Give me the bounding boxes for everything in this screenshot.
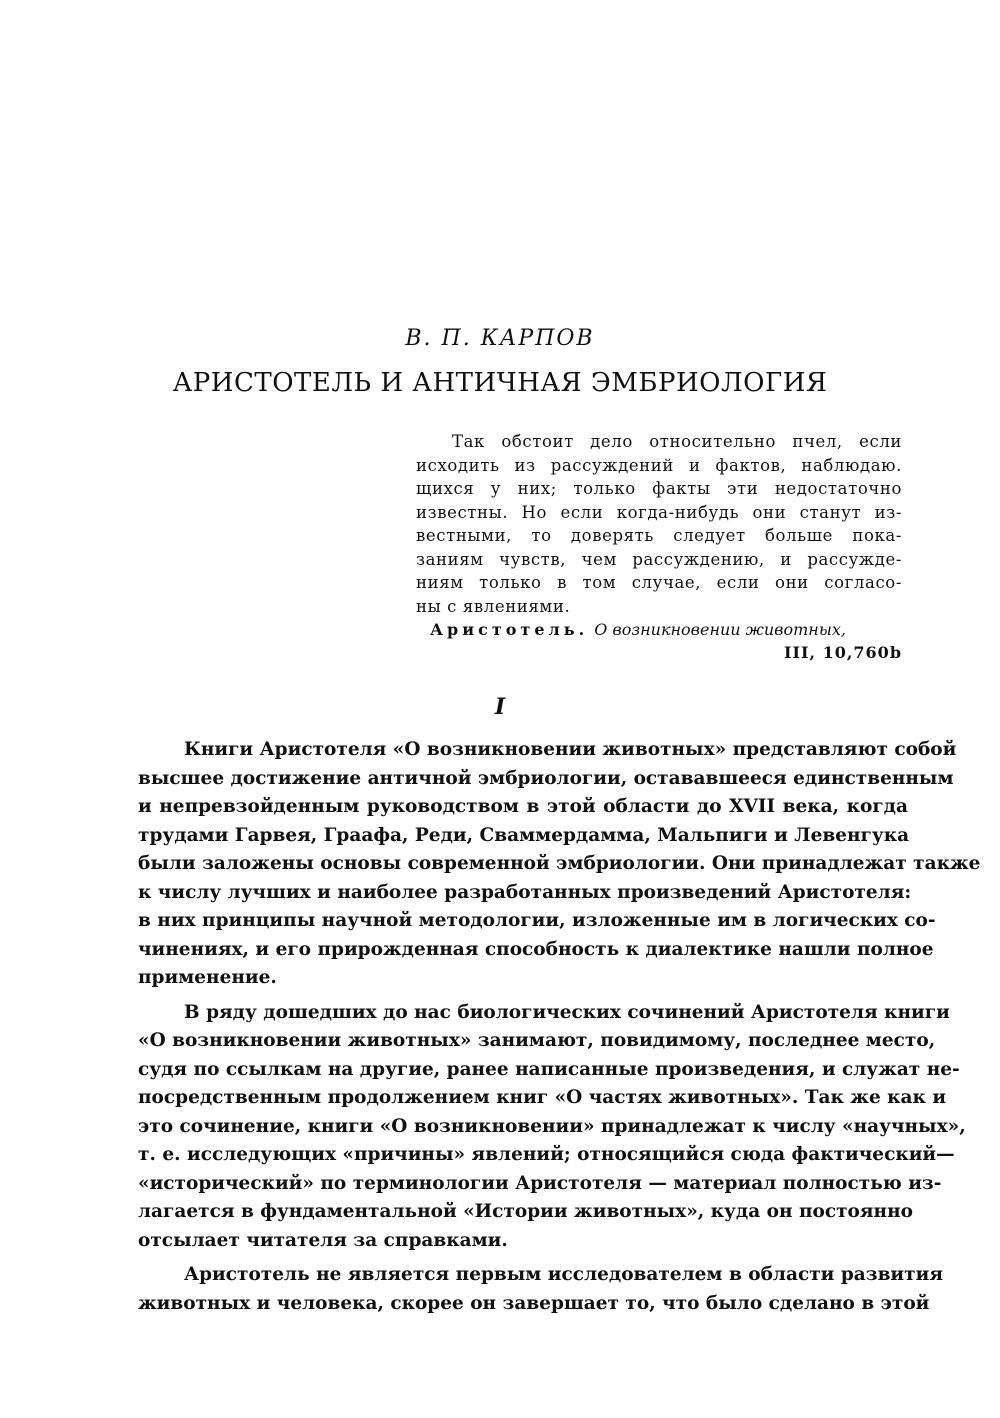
epigraph-line: заниям чувств, чем рассуждению, и рассужде- xyxy=(416,549,902,569)
section-number: I xyxy=(494,694,506,720)
paragraph-1-line: в них принципы научной методологии, изложенные им в логических со- xyxy=(138,910,936,931)
paragraph-2-line: судя по ссылкам на другие, ранее написанные произведения, и служат не- xyxy=(138,1058,960,1080)
paragraph-1-line: применение. xyxy=(138,967,277,988)
paragraph-2-line: лагается в фундаментальной «Истории животных», куда он постоянно xyxy=(138,1201,913,1222)
paragraph-1-line: высшее достижение античной эмбриологии, остававшееся единственным xyxy=(138,767,954,789)
paragraph-2-line: «исторический» по терминологии Аристотеля — материал полностью из- xyxy=(138,1172,942,1194)
epigraph-line: ны с явлениями. xyxy=(416,596,571,616)
paragraph-1-line: и непревзойденным руководством в этой области до XVII века, когда xyxy=(138,796,908,817)
attribution-author: Аристотель. xyxy=(430,620,589,639)
paragraph-2-line: это сочинение, книги «О возникновении» принадлежат к числу «научных», xyxy=(138,1115,966,1137)
paragraph-1-line: были заложены основы современной эмбриологии. Они принадлежат также xyxy=(138,853,981,874)
attribution-work: О возникновении животных, xyxy=(594,620,846,639)
epigraph-line: известны. Но если когда-нибудь они станут из- xyxy=(416,502,902,522)
epigraph-line: исходить из рассуждений и фактов, наблюдаю. xyxy=(416,455,902,475)
paragraph-1-line: трудами Гарвея, Граафа, Реди, Сваммердамма, Мальпиги и Левенгука xyxy=(138,824,910,846)
paragraph-1-line: к числу лучших и наиболее разработанных произведений Аристотеля: xyxy=(138,881,912,903)
paragraph-3-line: животных и человека, скорее он завершает то, что было сделано в этой xyxy=(138,1292,930,1314)
epigraph-line: щихся у них; только факты эти недостаточно xyxy=(416,479,902,498)
paragraph-2-line: «О возникновении животных» занимают, повидимому, последнее место, xyxy=(138,1030,936,1051)
paragraph-2-line: В ряду дошедших до нас биологических сочинений Аристотеля книги xyxy=(184,1001,950,1023)
paragraph-2-line: т. е. исследующих «причины» явлений; относящийся сюда фактический— xyxy=(138,1144,955,1165)
paragraph-3-line: Аристотель не является первым исследователем в области развития xyxy=(184,1264,943,1285)
paragraph-2-line: отсылает читателя за справками. xyxy=(138,1229,508,1251)
author-name: В. П. КАРПОВ xyxy=(405,326,595,351)
epigraph xyxy=(416,430,902,618)
attribution-reference: III, 10,760b xyxy=(783,643,902,662)
paragraph-2-line: посредственным продолжением книг «О частях животных». Так же как и xyxy=(138,1087,947,1108)
article-title: АРИСТОТЕЛЬ И АНТИЧНАЯ ЭМБРИОЛОГИЯ xyxy=(172,368,828,398)
epigraph-line: вестными, то доверять следует больше пока- xyxy=(416,526,902,545)
body-text xyxy=(138,736,981,1318)
epigraph-line: Так обстоит дело относительно пчел, если xyxy=(452,432,902,451)
epigraph-attribution xyxy=(430,618,902,664)
epigraph-line: ниям только в том случае, если они согласо- xyxy=(416,573,902,592)
paragraph-1-line: чинениях, и его прирожденная способность к диалектике нашли полное xyxy=(138,938,934,960)
paragraph-1-line: Книги Аристотеля «О возникновении животных» представляют собой xyxy=(184,739,957,760)
